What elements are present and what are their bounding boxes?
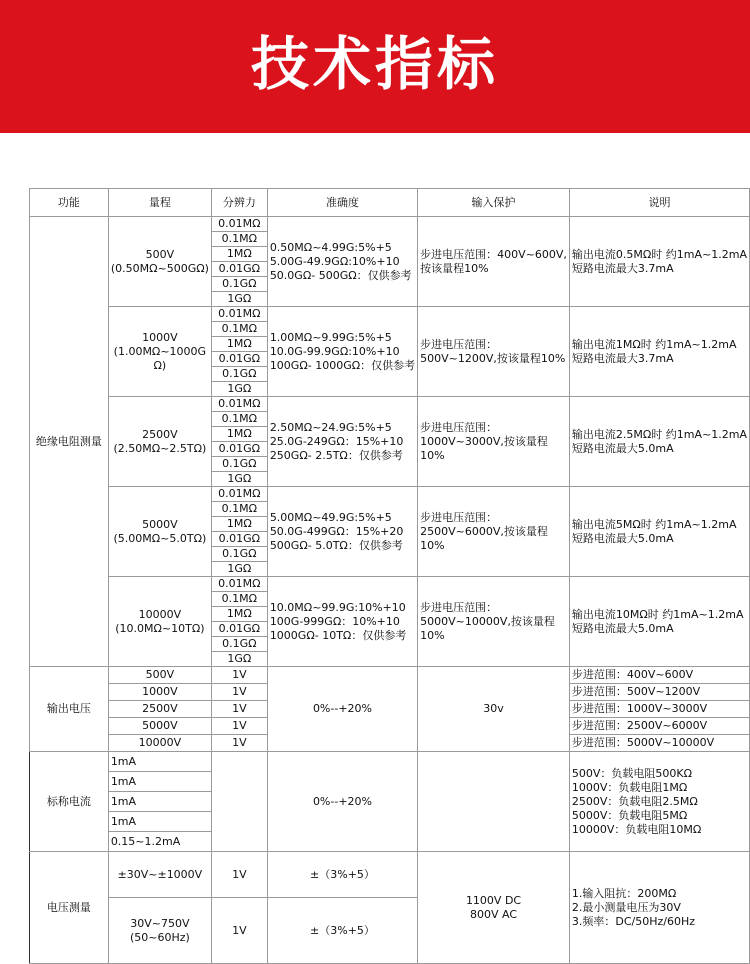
protection-cell-line: 800V AC <box>470 907 518 921</box>
header-cell: 量程 <box>108 189 211 217</box>
accuracy-cell <box>267 307 417 397</box>
note-cell <box>569 487 749 577</box>
protection-cell-line: 步进电压范围： <box>420 600 498 614</box>
resolution-cell: 0.1GΩ <box>211 637 267 652</box>
protection-cell <box>418 852 570 964</box>
resolution-cell: 1MΩ <box>211 337 267 352</box>
protection-cell-line: 按该量程10% <box>420 261 489 275</box>
resolution-cell: 0.1GΩ <box>211 367 267 382</box>
resolution-cell: 1GΩ <box>211 292 267 307</box>
accuracy-cell <box>267 217 417 307</box>
accuracy-cell: 0%--+20% <box>267 752 417 852</box>
resolution-cell: 1V <box>211 735 267 752</box>
range-cell <box>108 397 211 487</box>
protection-cell-line: 500V~1200V,按该量程10% <box>420 351 566 365</box>
protection-cell-line: 1100V DC <box>465 893 522 907</box>
note-cell <box>569 577 749 667</box>
accuracy-cell: ±（3%+5） <box>267 852 417 898</box>
range-cell-line: (1.00MΩ~1000G <box>113 344 207 358</box>
resolution-cell: 0.01MΩ <box>211 397 267 412</box>
accuracy-cell-line: 25.0G-249GΩ：15%+10 <box>269 434 404 448</box>
range-cell <box>108 898 211 964</box>
resolution-cell: 0.01MΩ <box>211 487 267 502</box>
resolution-cell: 0.01MΩ <box>211 577 267 592</box>
note-cell-line: 短路电流最大3.7mA <box>571 351 674 365</box>
note-cell: 步进范围：1000V~3000V <box>569 701 749 718</box>
range-cell: 1mA <box>108 792 211 812</box>
title-banner <box>0 0 750 133</box>
accuracy-cell-line: 10.0MΩ~99.9G:10%+10 <box>269 600 406 614</box>
note-cell-line: 5000V：负载电阻5MΩ <box>571 808 688 822</box>
resolution-cell: 1GΩ <box>211 382 267 397</box>
range-cell-line: (10.0MΩ~10TΩ) <box>115 621 205 635</box>
range-cell-line: (50~60Hz) <box>129 930 190 944</box>
accuracy-cell-line: 5.00MΩ~49.9G:5%+5 <box>269 510 392 524</box>
table-row <box>30 307 750 322</box>
resolution-cell: 0.01GΩ <box>211 262 267 277</box>
table-row <box>30 667 750 684</box>
protection-cell-line: 步进电压范围：400V~600V, <box>420 247 567 261</box>
header-cell: 准确度 <box>267 189 417 217</box>
accuracy-cell-line: 5.00G-49.9GΩ:10%+10 <box>269 254 400 268</box>
protection-cell <box>418 577 570 667</box>
resolution-cell: 1MΩ <box>211 517 267 532</box>
resolution-cell: 1V <box>211 684 267 701</box>
protection-cell-line: 步进电压范围： <box>420 420 498 434</box>
resolution-cell: 1V <box>211 898 267 964</box>
resolution-cell: 1V <box>211 852 267 898</box>
resolution-cell: 1V <box>211 667 267 684</box>
note-cell <box>569 217 749 307</box>
resolution-cell: 1GΩ <box>211 652 267 667</box>
note-cell-line: 输出电流2.5MΩ时 约1mA~1.2mA <box>571 427 747 441</box>
range-cell <box>108 217 211 307</box>
protection-cell-line: 10% <box>420 538 445 552</box>
accuracy-cell: ±（3%+5） <box>267 898 417 964</box>
range-cell-line: 10000V <box>138 607 182 621</box>
accuracy-cell-line: 500GΩ- 5.0TΩ：仅供参考 <box>269 538 403 552</box>
resolution-cell: 1GΩ <box>211 472 267 487</box>
range-cell <box>108 577 211 667</box>
range-cell-line: (0.50MΩ~500GΩ) <box>110 261 209 275</box>
accuracy-cell-line: 0.50MΩ~4.99G:5%+5 <box>269 240 392 254</box>
note-cell-line: 短路电流最大5.0mA <box>571 531 674 545</box>
range-cell-line: 2500V <box>142 427 178 441</box>
note-cell-line: 输出电流10MΩ时 约1mA~1.2mA <box>571 607 744 621</box>
accuracy-cell <box>267 487 417 577</box>
range-cell: 0.15~1.2mA <box>108 832 211 852</box>
range-cell <box>108 852 211 898</box>
function-insulation: 绝缘电阻测量 <box>30 217 109 667</box>
resolution-cell: 0.1GΩ <box>211 457 267 472</box>
accuracy-cell-line: 100G-999GΩ：10%+10 <box>269 614 400 628</box>
resolution-cell: 0.01GΩ <box>211 442 267 457</box>
protection-cell <box>418 487 570 577</box>
resolution-cell: 0.1MΩ <box>211 412 267 427</box>
resolution-cell: 0.1GΩ <box>211 277 267 292</box>
note-cell <box>569 307 749 397</box>
range-cell-line: (2.50MΩ~2.5TΩ) <box>113 441 207 455</box>
protection-cell-line: 步进电压范围： <box>420 510 498 524</box>
resolution-cell: 0.1GΩ <box>211 547 267 562</box>
header-cell: 分辨力 <box>211 189 267 217</box>
accuracy-cell-line: 1.00MΩ~9.99G:5%+5 <box>269 330 392 344</box>
function-output-voltage: 输出电压 <box>30 667 109 752</box>
accuracy-cell <box>267 577 417 667</box>
protection-cell <box>418 217 570 307</box>
accuracy-cell <box>267 397 417 487</box>
resolution-cell: 0.1MΩ <box>211 322 267 337</box>
resolution-cell: 0.01GΩ <box>211 532 267 547</box>
table-row <box>30 852 750 898</box>
header-cell: 功能 <box>30 189 109 217</box>
protection-cell-line: 5000V~10000V,按该量程 <box>420 614 555 628</box>
accuracy-cell-line: 50.0GΩ- 500GΩ：仅供参考 <box>269 268 412 282</box>
range-cell-line: 5000V <box>142 517 178 531</box>
note-cell-line: 输出电流1MΩ时 约1mA~1.2mA <box>571 337 737 351</box>
table-row <box>30 752 750 772</box>
note-cell-line: 输出电流0.5MΩ时 约1mA~1.2mA <box>571 247 747 261</box>
range-cell-line: 30V~750V <box>130 916 190 930</box>
range-cell: 5000V <box>108 718 211 735</box>
note-cell: 步进范围：2500V~6000V <box>569 718 749 735</box>
protection-cell-line: 10% <box>420 628 445 642</box>
note-cell-line: 短路电流最大3.7mA <box>571 261 674 275</box>
note-cell: 步进范围：500V~1200V <box>569 684 749 701</box>
resolution-cell: 0.1MΩ <box>211 592 267 607</box>
accuracy-cell-line: 50.0G-499GΩ：15%+20 <box>269 524 404 538</box>
range-cell-line: 1000V <box>142 330 178 344</box>
protection-cell: 30v <box>418 667 570 752</box>
resolution-cell: 0.1MΩ <box>211 232 267 247</box>
note-cell <box>569 397 749 487</box>
table-row <box>30 577 750 592</box>
protection-cell-line: 10% <box>420 448 445 462</box>
note-cell: 步进范围：400V~600V <box>569 667 749 684</box>
note-cell-line: 短路电流最大5.0mA <box>571 441 674 455</box>
page-title: 技术指标 <box>250 30 499 98</box>
note-cell: 步进范围：5000V~10000V <box>569 735 749 752</box>
table-row <box>30 217 750 232</box>
protection-cell <box>418 397 570 487</box>
header-row <box>30 189 750 217</box>
resolution-cell: 0.01GΩ <box>211 622 267 637</box>
table-row <box>30 487 750 502</box>
resolution-cell: 1MΩ <box>211 427 267 442</box>
header-cell: 输入保护 <box>418 189 570 217</box>
range-cell-line: (5.00MΩ~5.0TΩ) <box>113 531 207 545</box>
protection-cell-line: 2500V~6000V,按该量程 <box>420 524 548 538</box>
resolution-cell: 0.1MΩ <box>211 502 267 517</box>
accuracy-cell-line: 10.0G-99.9GΩ:10%+10 <box>269 344 400 358</box>
note-cell-line: 500V：负载电阻500KΩ <box>571 766 693 780</box>
range-cell: 500V <box>108 667 211 684</box>
range-cell: 1mA <box>108 812 211 832</box>
resolution-cell: 1GΩ <box>211 562 267 577</box>
note-cell <box>569 852 749 964</box>
range-cell: 2500V <box>108 701 211 718</box>
range-cell-line: Ω) <box>153 358 167 372</box>
accuracy-cell-line: 1000GΩ- 10TΩ：仅供参考 <box>269 628 407 642</box>
range-cell: 1mA <box>108 752 211 772</box>
resolution-cell: 0.01MΩ <box>211 307 267 322</box>
accuracy-cell-line: 250GΩ- 2.5TΩ：仅供参考 <box>269 448 403 462</box>
protection-cell <box>418 752 570 852</box>
table-row <box>30 397 750 412</box>
range-cell: 10000V <box>108 735 211 752</box>
protection-cell-line: 1000V~3000V,按该量程 <box>420 434 548 448</box>
resolution-cell: 1MΩ <box>211 247 267 262</box>
resolution-cell <box>211 752 267 852</box>
note-cell-line: 2500V：负载电阻2.5MΩ <box>571 794 698 808</box>
header-cell: 说明 <box>569 189 749 217</box>
resolution-cell: 1MΩ <box>211 607 267 622</box>
accuracy-cell: 0%--+20% <box>267 667 417 752</box>
note-cell-line: 1.输入阻抗：200MΩ <box>571 886 677 900</box>
range-cell <box>108 307 211 397</box>
protection-cell <box>418 307 570 397</box>
protection-cell-line: 步进电压范围： <box>420 337 498 351</box>
accuracy-cell-line: 2.50MΩ~24.9G:5%+5 <box>269 420 392 434</box>
range-cell: 1000V <box>108 684 211 701</box>
note-cell-line: 输出电流5MΩ时 约1mA~1.2mA <box>571 517 737 531</box>
resolution-cell: 0.01MΩ <box>211 217 267 232</box>
range-cell-line: ±30V~±1000V <box>117 867 203 881</box>
note-cell-line: 1000V：负载电阻1MΩ <box>571 780 688 794</box>
range-cell-line: 500V <box>145 247 175 261</box>
note-cell-line: 短路电流最大5.0mA <box>571 621 674 635</box>
range-cell <box>108 487 211 577</box>
function-nominal-current: 标称电流 <box>30 752 109 852</box>
note-cell-line: 3.频率：DC/50Hz/60Hz <box>571 914 696 928</box>
note-cell <box>569 752 749 852</box>
note-cell-line: 10000V：负载电阻10MΩ <box>571 822 702 836</box>
resolution-cell: 0.01GΩ <box>211 352 267 367</box>
resolution-cell: 1V <box>211 718 267 735</box>
function-voltage-measure: 电压测量 <box>30 852 109 964</box>
resolution-cell: 1V <box>211 701 267 718</box>
note-cell-line: 2.最小测量电压为30V <box>571 900 681 914</box>
range-cell: 1mA <box>108 772 211 792</box>
accuracy-cell-line: 100GΩ- 1000GΩ：仅供参考 <box>269 358 416 372</box>
spec-table <box>29 188 750 964</box>
